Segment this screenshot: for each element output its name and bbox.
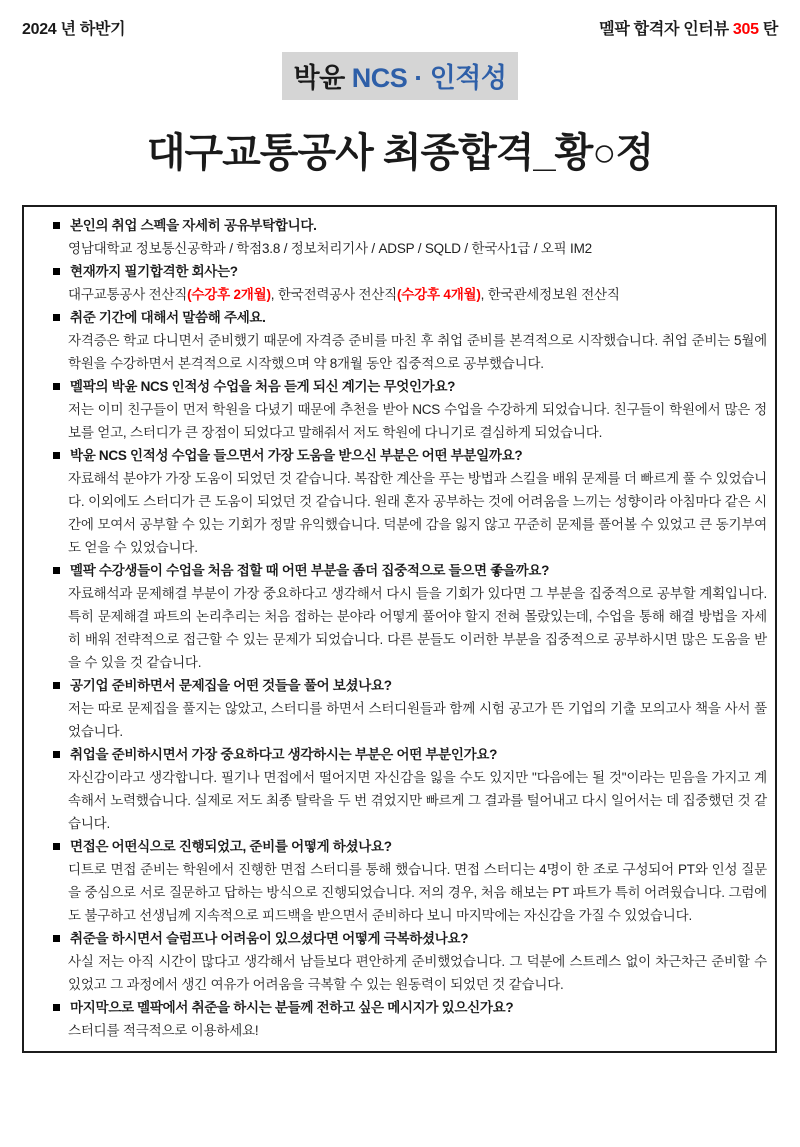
question-row — [24, 375, 767, 398]
answer-segment: 자신감이라고 생각합니다. 필기나 면접에서 떨어지면 자신감을 잃을 수도 있지만 "다음에는 될 것"이라는 믿음을 가지고 계속해서 노력했습니다. 실제로 저도 최종 탈락을 두 번 겪었지만 빠르게 그 결과를 털어내고 다시 일어서는 데 집중했던 것 같습니다. — [68, 770, 767, 831]
highlighted-red-text: (수강후 2개월) — [187, 287, 271, 302]
question-text: 취준 기간에 대해서 말씀해 주세요. — [70, 310, 266, 325]
question-text: 박윤 NCS 인적성 수업을 들으면서 가장 도움을 받으신 부분은 어떤 부분일까요? — [70, 448, 523, 463]
answer-text — [24, 467, 767, 559]
instructor-name: 박윤 — [293, 63, 352, 93]
question-text: 공기업 준비하면서 문제집을 어떤 것들을 풀어 보셨나요? — [70, 678, 392, 693]
answer-segment: 자격증은 학교 다니면서 준비했기 때문에 자격증 준비를 마친 후 취업 준비를 본격적으로 시작했습니다. 취업 준비는 5월에 학원을 수강하면서 본격적으로 시작했으며 약 8개월 동안 집중적으로 공부했습니다. — [68, 333, 767, 371]
bullet-square-icon — [53, 682, 60, 689]
episode-number: 305 — [732, 21, 759, 38]
bullet-square-icon — [53, 314, 60, 321]
question-text: 마지막으로 멜팍에서 취준을 하시는 분들께 전하고 싶은 메시지가 있으신가요? — [70, 1000, 514, 1015]
answer-text — [24, 1019, 767, 1042]
question-row — [24, 306, 767, 329]
bullet-square-icon — [53, 1004, 60, 1011]
course-badge — [282, 52, 519, 100]
period-label: 2024 년 하반기 — [22, 21, 126, 38]
episode-prefix: 멜팍 합격자 인터뷰 — [599, 21, 733, 38]
bullet-square-icon — [53, 452, 60, 459]
question-text: 본인의 취업 스펙을 자세히 공유부탁합니다. — [70, 218, 317, 233]
bullet-square-icon — [53, 567, 60, 574]
qa-item — [24, 214, 767, 260]
answer-text — [24, 582, 767, 674]
bullet-square-icon — [53, 268, 60, 275]
question-row — [24, 260, 767, 283]
episode-label — [599, 16, 778, 39]
question-row — [24, 444, 767, 467]
question-row — [24, 927, 767, 950]
bullet-square-icon — [53, 222, 60, 229]
bullet-square-icon — [53, 935, 60, 942]
answer-text — [24, 950, 767, 996]
question-text: 멜팍의 박윤 NCS 인적성 수업을 처음 듣게 되신 계기는 무엇인가요? — [70, 379, 456, 394]
answer-segment: 스터디를 적극적으로 이용하세요! — [68, 1023, 259, 1038]
answer-segment: 저는 이미 친구들이 먼저 학원을 다녔기 때문에 추천을 받아 NCS 수업을 수강하게 되었습니다. 친구들이 학원에서 많은 정보를 얻고, 스터디가 큰 장점이 되었다고 말해줘서 저도 학원에 다니기로 결심하게 되었습니다. — [68, 402, 767, 440]
answer-text — [24, 766, 767, 835]
answer-segment: 영남대학교 정보통신공학과 / 학점3.8 / 정보처리기사 / ADSP / SQLD / 한국사1급 / 오픽 IM2 — [68, 241, 592, 256]
qa-item — [24, 996, 767, 1042]
answer-segment: 디트로 면접 준비는 학원에서 진행한 면접 스터디를 통해 했습니다. 면접 스터디는 4명이 한 조로 구성되어 PT와 인성 질문을 중심으로 서로 질문하고 답하는 방식으로 진행되었습니다. 저의 경우, 처음 해보는 PT 파트가 특히 어려웠습니다. 그럼에도 불구하고 선생님께 지속적으로 피드백을 받으면서 준비하다 보니 마지막에는 자신감을 가질 수 있었습니다. — [68, 862, 767, 923]
answer-segment: , 한국전력공사 전산직 — [270, 287, 398, 302]
answer-segment: 자료해석과 문제해결 부분이 가장 중요하다고 생각해서 다시 들을 기회가 있다면 그 부분을 집중적으로 공부할 계획입니다. 특히 문제해결 파트의 논리추리는 처음 접하는 분야라 어떻게 풀어야 할지 전혀 몰랐있는데, 수업을 통해 해결 방법을 자세히 배워 전략적으로 접근할 수 있는 문제가 되었습니다. 다른 분들도 이러한 부분을 집중적으로 공부하시면 많은 도움을 받을 수 있을 것 같습니다. — [68, 586, 767, 670]
bullet-square-icon — [53, 751, 60, 758]
answer-segment: 대구교통공사 전산직 — [68, 287, 188, 302]
episode-suffix: 탄 — [758, 21, 778, 38]
question-row — [24, 559, 767, 582]
course-subtitle-wrap — [0, 52, 800, 100]
page-title: 대구교통공사 최종합격_황○정 — [146, 131, 654, 175]
qa-item — [24, 375, 767, 444]
question-text: 멜팍 수강생들이 수업을 처음 접할 때 어떤 부분을 좀더 집중적으로 들으면 좋을까요? — [70, 563, 550, 578]
qa-item — [24, 260, 767, 306]
answer-text — [24, 283, 767, 306]
qa-item — [24, 927, 767, 996]
question-row — [24, 835, 767, 858]
qa-item — [24, 306, 767, 375]
qa-list — [24, 214, 767, 1042]
answer-text — [24, 858, 767, 927]
answer-segment: 자료해석 분야가 가장 도움이 되었던 것 같습니다. 복잡한 계산을 푸는 방법과 스킬을 배워 문제를 더 빠르게 풀 수 있었습니다. 이외에도 스터디가 큰 도움이 되었던 것 같습니다. 원래 혼자 공부하는 것에 어려움을 느끼는 성향이라 아침마다 같은 시간에 모여서 공부할 수 있는 기회가 정말 유익했습니다. 덕분에 감을 잃지 않고 꾸준히 문제를 풀어볼 수 있었고 큰 동기부여도 얻을 수 있었습니다. — [68, 471, 767, 555]
answer-text — [24, 697, 767, 743]
question-row — [24, 214, 767, 237]
interview-qa-box — [22, 205, 777, 1053]
qa-item — [24, 743, 767, 835]
bullet-square-icon — [53, 383, 60, 390]
page-header — [22, 16, 778, 39]
bullet-square-icon — [53, 843, 60, 850]
question-text: 현재까지 필기합격한 회사는? — [70, 264, 238, 279]
course-name: NCS · 인적성 — [351, 63, 507, 93]
document-page — [0, 16, 800, 1147]
qa-item — [24, 674, 767, 743]
qa-item — [24, 444, 767, 559]
answer-segment: 사실 저는 아직 시간이 많다고 생각해서 남들보다 편안하게 준비했었습니다. 그 덕분에 스트레스 없이 차근차근 준비할 수 있었고 그 과정에서 생긴 여유가 어려움을 극복할 수 있는 원동력이 되었던 것 같습니다. — [68, 954, 767, 992]
answer-text — [24, 329, 767, 375]
question-row — [24, 743, 767, 766]
answer-text — [24, 237, 767, 260]
question-text: 취준을 하시면서 슬럼프나 어려움이 있으셨다면 어떻게 극복하셨나요? — [70, 931, 469, 946]
question-text: 취업을 준비하시면서 가장 중요하다고 생각하시는 부분은 어떤 부분인가요? — [70, 747, 498, 762]
answer-segment: 저는 따로 문제집을 풀지는 않았고, 스터디를 하면서 스터디원들과 함께 시험 공고가 뜬 기업의 기출 모의고사 책을 사서 풀었습니다. — [68, 701, 767, 739]
question-row — [24, 674, 767, 697]
question-text: 면접은 어떤식으로 진행되었고, 준비를 어떻게 하셨나요? — [70, 839, 392, 854]
qa-item — [24, 559, 767, 674]
highlighted-red-text: (수강후 4개월) — [397, 287, 481, 302]
qa-item — [24, 835, 767, 927]
question-row — [24, 996, 767, 1019]
answer-segment: , 한국관세정보원 전산직 — [480, 287, 620, 302]
answer-text — [24, 398, 767, 444]
